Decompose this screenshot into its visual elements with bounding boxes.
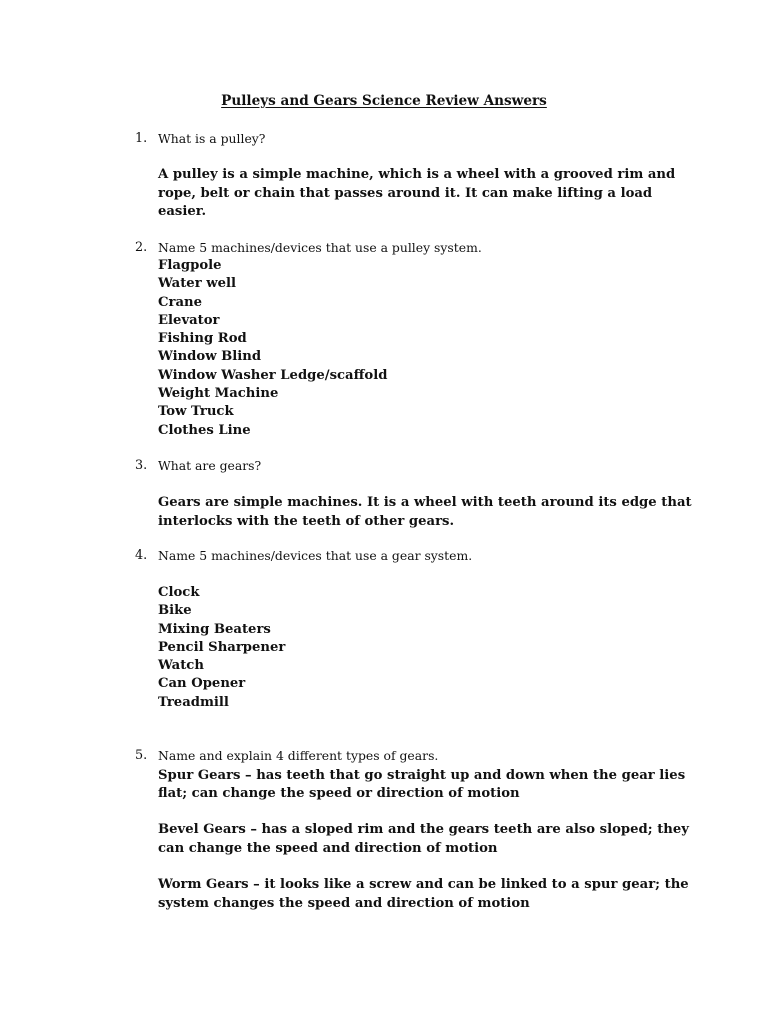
bevel-gears-line-1: Bevel Gears – has a sloped rim and the gears teeth are also sloped; they [158,822,689,837]
question-4-number: 4. [135,548,148,563]
list-item: Clock [158,585,200,600]
spur-gears-line-1: Spur Gears – has teeth that go straight up and down when the gear lies [158,768,686,783]
bevel-gears-line-2: can change the speed and direction of motion [158,840,498,856]
answer-1-line-1: A pulley is a simple machine, which is a wheel with a grooved rim and [158,167,676,182]
question-5-text: Name and explain 4 different types of gears. [158,748,439,763]
list-item: Clothes Line [158,422,251,438]
list-item: Window Blind [158,349,262,365]
list-item: Crane [158,294,202,310]
list-item: Tow Truck [158,404,234,420]
list-item: Window Washer Ledge/scaffold [158,367,388,383]
worm-gears-line-2: system changes the speed and direction of motion [158,895,530,911]
list-item: Fishing Rod [158,331,247,347]
spur-gears-line-2: flat; can change the speed or direction of motion [158,786,520,801]
list-item: Pencil Sharpener [158,639,286,655]
list-item: Flagpole [158,258,222,273]
answer-3-line-2: interlocks with the teeth of other gears. [158,513,455,529]
question-3-text: What are gears? [158,458,262,473]
list-item: Treadmill [158,694,229,710]
question-4-text: Name 5 machines/devices that use a gear system. [158,548,473,563]
question-5-number: 5. [135,748,148,763]
list-item: Watch [158,658,204,674]
question-3-number: 3. [135,458,148,473]
gear-devices-list [158,584,285,712]
document-title: Pulleys and Gears Science Review Answers [221,93,547,109]
answer-1-line-2: rope, belt or chain that passes around it. It can make lifting a load [158,185,653,201]
list-item: Bike [158,603,192,619]
pulley-devices-list [158,257,387,440]
list-item: Elevator [158,312,220,328]
list-item: Weight Machine [158,386,279,402]
list-item: Can Opener [158,676,246,692]
question-1-text: What is a pulley? [158,131,266,146]
list-item: Water well [158,276,236,292]
worm-gears-line-1: Worm Gears – it looks like a screw and can be linked to a spur gear; the [158,877,689,892]
question-2-number: 2. [135,240,148,255]
question-2-text: Name 5 machines/devices that use a pulley system. [158,240,482,255]
list-item: Mixing Beaters [158,621,271,637]
answer-1-line-3: easier. [158,204,207,219]
question-1-number: 1. [135,131,148,146]
answer-3-line-1: Gears are simple machines. It is a wheel with teeth around its edge that [158,495,692,510]
